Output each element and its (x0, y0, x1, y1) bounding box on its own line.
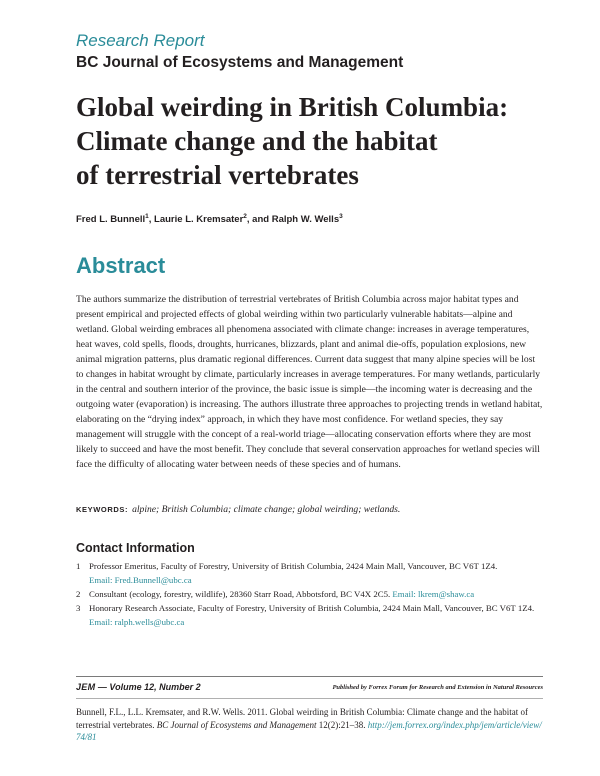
citation-journal: BC Journal of Ecosystems and Management (156, 719, 317, 730)
author-list (76, 213, 343, 225)
citation-url-link[interactable]: http://jem.forrex.org/index.php/jem/article/view/74/81 (76, 719, 542, 742)
author-affiliation: 2 (243, 213, 247, 220)
contact-number: 2 (76, 589, 81, 599)
report-type-label: Research Report (76, 31, 205, 50)
title-line-2: Climate change and the habitat (76, 126, 438, 156)
contact-text (89, 588, 539, 602)
email-label: Email: (89, 574, 113, 585)
email-label: Email: (392, 589, 416, 599)
email-link[interactable]: ralph.wells@ubc.ca (114, 616, 185, 627)
contact-number: 3 (76, 603, 81, 613)
contact-number: 1 (76, 561, 81, 571)
author-name: Laurie L. Kremsater (154, 214, 244, 226)
volume-issue: — Volume 12, Number 2 (97, 682, 201, 692)
journal-abbreviation: JEM (76, 682, 96, 692)
keywords-label: KEYWORDS: (76, 505, 129, 514)
author-separator: , (148, 214, 155, 226)
author-name: Ralph W. Wells (271, 214, 340, 226)
title-line-1: Global weirding in British Columbia: (76, 92, 509, 122)
contact-text (89, 560, 539, 587)
publisher-line: Published by Forrex Forum for Research and Extension in Natural Resources (332, 684, 543, 691)
title-line-3: of terrestrial vertebrates (76, 160, 359, 190)
author-affiliation: 3 (339, 213, 343, 220)
keywords (76, 504, 400, 515)
footer-journal-volume (76, 682, 201, 692)
footer-divider (76, 698, 543, 699)
citation (76, 706, 546, 744)
abstract-text: The authors summarize the distribution of terrestrial vertebrates of British Columbia across major habitat types and present empirical and projected effects of global weirding within two particularly vulnerable habitats—alpine and wetland. Global weirding embraces all phenomena associated with climate change: increases in average temperatures, heat waves, cold spells, floods, droughts, hurricanes, blizzards, plant and animal die-offs, population explosions, new animal migration patterns, plus dramatic regional differences. Current data suggest that many alpine species will be lost to changes in habitat wrought by climate, particularly increases in average temperatures. For many wetlands, particularly in the central and southern interior of the province, the basic issue is simple—the incoming water is decreasing and the outgoing water (evaporation) is increasing. The authors illustrate three approaches to projecting trends in wetland habitat, elaborating on the “drying index” approach, in which they have most confidence. For wetland species, they say management will struggle with the concept of a real-world triage—allocating conservation efforts where they are most likely to succeed and have the most benefit. They conclude that several conservation approaches for wetland species will face the difficulty of allocating water between needs of these species and of humans. (76, 294, 543, 470)
contact-text (89, 602, 539, 629)
citation-text: Bunnell, F.L., L.L. Kremsater, and R.W. Wells. 2011. Global weirding in British Columbia: Climate change and the habitat of terrestrial vertebrates. (76, 707, 529, 730)
contact-address: Honorary Research Associate, Faculty of Forestry, University of British Columbia, 2424 Main Mall, Vancouver, BC V6T 1Z4. (89, 603, 535, 613)
paper-title (76, 90, 576, 192)
contact-address: Professor Emeritus, Faculty of Forestry, University of British Columbia, 2424 Main Mall, Vancouver, BC V6T 1Z4. (89, 561, 498, 571)
abstract-heading: Abstract (76, 253, 166, 278)
contact-address: Consultant (ecology, forestry, wildlife), 28360 Starr Road, Abbotsford, BC V4X 2C5. (89, 589, 391, 599)
journal-name: BC Journal of Ecosystems and Management (76, 54, 404, 71)
citation-volume-pages: 12(2):21–38. (316, 719, 368, 730)
email-link[interactable]: Fred.Bunnell@ubc.ca (114, 574, 192, 585)
author-name: Fred L. Bunnell (76, 214, 146, 226)
keywords-values: alpine; British Columbia; climate change; global weirding; wetlands. (132, 504, 401, 515)
email-label: Email: (89, 616, 113, 627)
contact-heading: Contact Information (76, 541, 195, 555)
email-link[interactable]: lkrem@shaw.ca (418, 589, 475, 599)
author-affiliation: 1 (145, 213, 149, 220)
author-separator: , and (246, 214, 272, 226)
footer-divider (76, 676, 543, 677)
